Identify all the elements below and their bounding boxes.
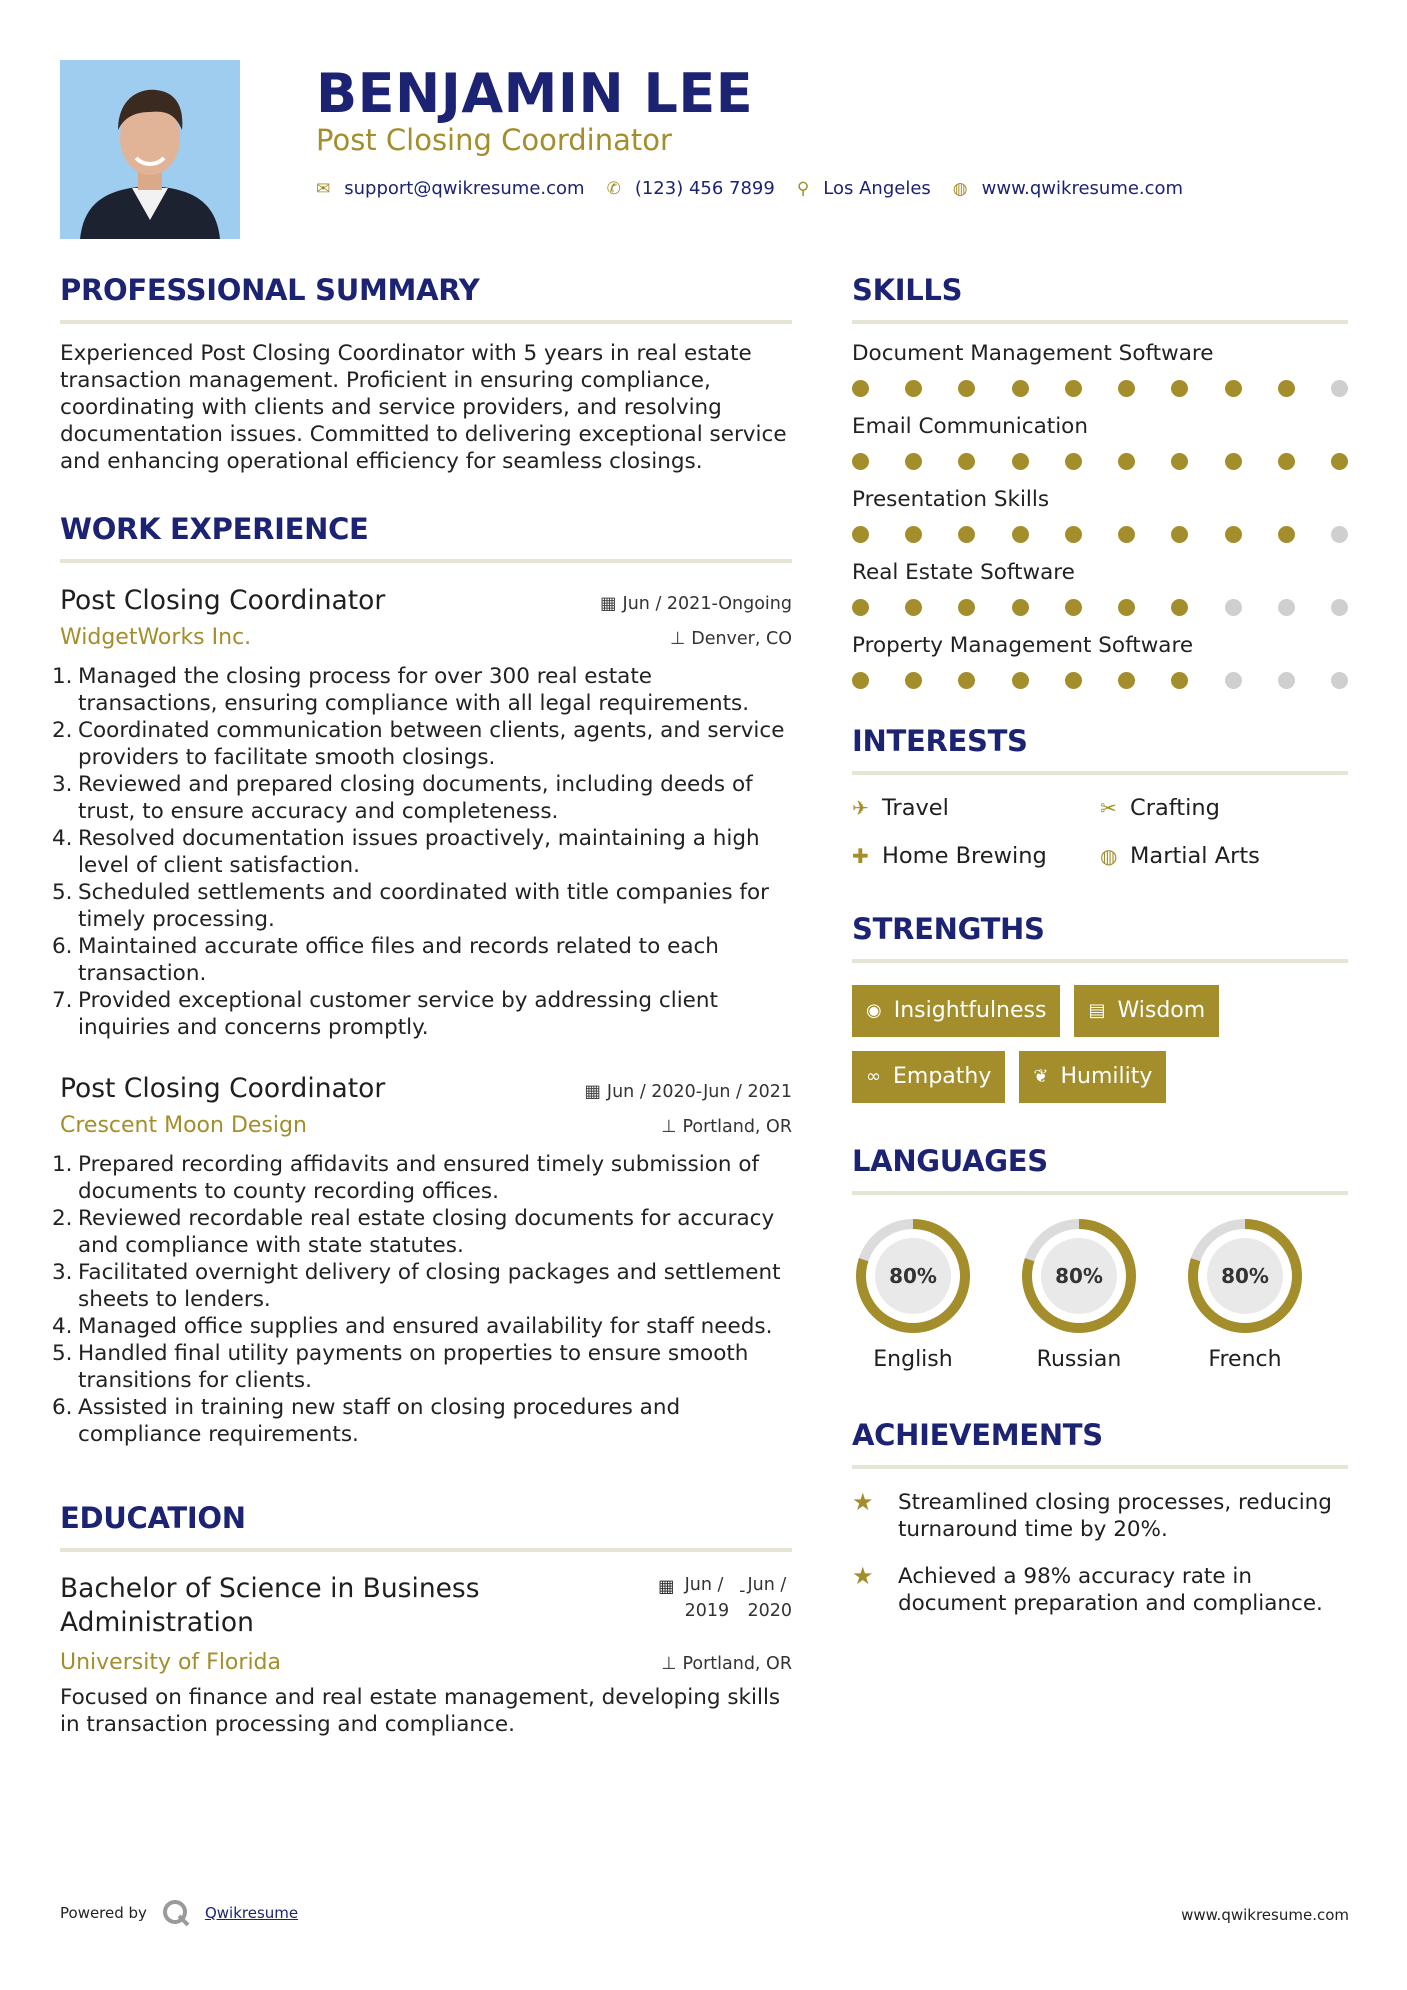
rating-dot [1065, 380, 1082, 397]
education-dates: ▦ Jun / 2019 - Jun / 2020 [658, 1575, 792, 1621]
candidate-name: BENJAMIN LEE [316, 62, 754, 125]
eye-icon: ◉ [866, 1000, 882, 1021]
left-column [52, 270, 792, 1738]
right-column [852, 270, 1348, 1617]
interest-item: ✂ Crafting [1100, 795, 1220, 821]
job-location: Portland, OR [682, 1117, 792, 1137]
star-icon: ★ [852, 1562, 874, 1590]
rating-dot [1118, 526, 1135, 543]
rating-dot [905, 453, 922, 470]
language-ring [1018, 1215, 1140, 1337]
summary-text: Experienced Post Closing Coordinator with 5 years in real estate transaction management. Proficient in ensuring compliance, coordinating with clients and service providers, and resolving documentation issues. Committed to delivering exceptional service and enhancing operational efficiency for seamless closings. [60, 341, 787, 474]
rating-dot [1331, 672, 1348, 689]
rating-dot [1118, 380, 1135, 397]
list-item: 1. Managed the closing process for over 300 real estate transactions, ensuring compliance with all legal requirements. [52, 664, 750, 716]
skill-label: Property Management Software [852, 633, 1194, 658]
strength-badge: ◉ Insightfulness [852, 985, 1060, 1037]
skill-item [852, 486, 1348, 543]
strength-badge: ❦ Humility [1019, 1051, 1166, 1103]
education-description: Focused on finance and real estate management, developing skills in transaction processing and compliance. [60, 1685, 781, 1737]
rating-dot [1012, 380, 1029, 397]
contact-bar [316, 178, 1205, 199]
rating-dot [852, 672, 869, 689]
list-item: 2. Coordinated communication between clients, agents, and service providers to facilitate smooth closings. [52, 718, 785, 770]
list-item: 3. Facilitated overnight delivery of closing packages and settlement sheets to lenders. [52, 1260, 781, 1312]
job-title: Post Closing Coordinator [60, 585, 386, 616]
degree-title: Bachelor of Science in Business Administration [60, 1573, 480, 1638]
rating-dot [852, 453, 869, 470]
language-ring [852, 1215, 974, 1337]
company-name: WidgetWorks Inc. [60, 625, 252, 650]
phone-icon: ✆ [606, 178, 621, 199]
rating-dot [1065, 453, 1082, 470]
rating-dot [852, 599, 869, 616]
experience-heading: WORK EXPERIENCE [60, 509, 792, 563]
job-dates: Jun / 2021-Ongoing [622, 594, 792, 614]
language-ring [1184, 1215, 1306, 1337]
interest-item: ✈ Travel [852, 795, 949, 821]
rating-dot [1012, 672, 1029, 689]
rating-dot [1065, 599, 1082, 616]
language-name: English [873, 1347, 953, 1372]
skill-label: Document Management Software [852, 341, 1214, 366]
rating-dot [1278, 380, 1295, 397]
rating-dot [1278, 453, 1295, 470]
footer-branding [60, 1898, 298, 1928]
envelope-icon: ✉ [316, 178, 331, 199]
summary-heading: PROFESSIONAL SUMMARY [60, 270, 792, 324]
footer-site[interactable]: www.qwikresume.com [1181, 1906, 1349, 1924]
list-item: 6. Maintained accurate office files and records related to each transaction. [52, 934, 719, 986]
list-item: 3. Reviewed and prepared closing documents, including deeds of trust, to ensure accuracy and completeness. [52, 772, 753, 824]
rating-dot [1331, 599, 1348, 616]
map-pin-icon: ⚲ [796, 178, 810, 199]
rating-dot [1225, 672, 1242, 689]
rating-dot [1331, 380, 1348, 397]
skill-rating [852, 380, 1348, 397]
globe-icon: ◍ [1100, 844, 1118, 868]
rating-dot [1118, 599, 1135, 616]
email-link[interactable]: support@qwikresume.com [344, 178, 585, 199]
language-name: French [1208, 1347, 1282, 1372]
job-location: Denver, CO [691, 629, 792, 649]
list-item: 4. Resolved documentation issues proactively, maintaining a high level of client satisfaction. [52, 826, 760, 878]
interests-grid [852, 793, 1348, 871]
list-item: 2. Reviewed recordable real estate closing documents for accuracy and compliance with state statutes. [52, 1206, 775, 1258]
job-entry [52, 583, 792, 1041]
calendar-icon: ▦ [600, 594, 617, 614]
list-item: 7. Provided exceptional customer service by addressing client inquiries and concerns promptly. [52, 988, 718, 1040]
strength-badge: ∞ Empathy [852, 1051, 1005, 1103]
job-bullets [52, 663, 792, 1041]
skill-rating [852, 599, 1348, 616]
plane-icon: ✈ [852, 796, 869, 820]
handshake-icon: ∞ [866, 1066, 881, 1087]
skill-item [852, 559, 1348, 616]
star-icon: ★ [852, 1488, 874, 1516]
language-item [852, 1215, 974, 1375]
pin-icon: ⊥ [661, 1117, 677, 1137]
education-entry [60, 1572, 792, 1640]
job-entry [52, 1071, 792, 1448]
language-item [1018, 1215, 1140, 1375]
school-location: Portland, OR [682, 1654, 792, 1674]
interest-item: ✚ Home Brewing [852, 843, 1047, 869]
leaf-icon: ❦ [1033, 1066, 1049, 1087]
rating-dot [958, 599, 975, 616]
candidate-title: Post Closing Coordinator [316, 123, 672, 157]
skill-rating [852, 672, 1348, 689]
skill-item [852, 413, 1348, 470]
rating-dot [958, 380, 975, 397]
puzzle-icon: ✚ [852, 844, 869, 868]
globe-icon: ◍ [952, 178, 968, 199]
rating-dot [905, 599, 922, 616]
profile-photo [60, 60, 240, 239]
rating-dot [1331, 453, 1348, 470]
rating-dot [1065, 672, 1082, 689]
rating-dot [958, 672, 975, 689]
language-percent: 80% [1055, 1264, 1103, 1288]
rating-dot [1171, 380, 1188, 397]
rating-dot [1225, 526, 1242, 543]
powered-by-text: Powered by [60, 1904, 147, 1922]
phone-text: (123) 456 7899 [634, 178, 775, 199]
list-item: 5. Handled final utility payments on properties to ensure smooth transitions for clients. [52, 1341, 749, 1393]
skill-item [852, 632, 1348, 689]
rating-dot [905, 380, 922, 397]
rating-dot [1331, 526, 1348, 543]
language-name: Russian [1036, 1347, 1122, 1372]
rating-dot [1171, 599, 1188, 616]
language-percent: 80% [889, 1264, 937, 1288]
rating-dot [1171, 453, 1188, 470]
language-item [1184, 1215, 1306, 1375]
rating-dot [852, 526, 869, 543]
rating-dot [1118, 672, 1135, 689]
job-dates: Jun / 2020-Jun / 2021 [606, 1082, 792, 1102]
rating-dot [1012, 599, 1029, 616]
skills-heading: SKILLS [852, 270, 1348, 324]
pin-icon: ⊥ [661, 1654, 677, 1674]
person-portrait-icon [60, 60, 240, 239]
skill-item [852, 340, 1348, 397]
list-item: 4. Managed office supplies and ensured availability for staff needs. [52, 1314, 773, 1339]
education-heading: EDUCATION [60, 1498, 792, 1552]
rating-dot [905, 672, 922, 689]
qwikresume-logo-icon [161, 1898, 191, 1928]
pin-icon: ⊥ [669, 629, 686, 649]
rating-dot [1225, 380, 1242, 397]
skill-label: Real Estate Software [852, 560, 1075, 585]
school-name: University of Florida [60, 1650, 281, 1675]
rating-dot [1171, 526, 1188, 543]
rating-dot [905, 526, 922, 543]
rating-dot [1278, 526, 1295, 543]
rating-dot [958, 526, 975, 543]
achievement-item: ★ Achieved a 98% accuracy rate in document preparation and compliance. [852, 1562, 1323, 1616]
company-name: Crescent Moon Design [60, 1113, 307, 1138]
job-bullets [52, 1151, 792, 1448]
rating-dot [1118, 453, 1135, 470]
strength-badge: ▤ Wisdom [1074, 985, 1219, 1037]
rating-dot [852, 380, 869, 397]
skill-rating [852, 453, 1348, 470]
strengths-list [852, 985, 1348, 1103]
interests-heading: INTERESTS [852, 721, 1348, 775]
book-icon: ▤ [1088, 1000, 1106, 1021]
achievements-heading: ACHIEVEMENTS [852, 1415, 1348, 1469]
language-percent: 80% [1221, 1264, 1269, 1288]
scissors-icon: ✂ [1100, 796, 1117, 820]
strengths-heading: STRENGTHS [852, 909, 1348, 963]
rating-dot [1065, 526, 1082, 543]
skill-rating [852, 526, 1348, 543]
skill-label: Presentation Skills [852, 487, 1050, 512]
list-item: 6. Assisted in training new staff on closing procedures and compliance requirements. [52, 1395, 681, 1447]
interest-item: ◍ Martial Arts [1100, 843, 1260, 869]
qwikresume-link[interactable]: Qwikresume [204, 1904, 299, 1922]
list-item: 5. Scheduled settlements and coordinated with title companies for timely processing. [52, 880, 769, 932]
calendar-icon: ▦ [658, 1577, 675, 1597]
rating-dot [1278, 599, 1295, 616]
rating-dot [1225, 599, 1242, 616]
rating-dot [958, 453, 975, 470]
website-link[interactable]: www.qwikresume.com [981, 178, 1184, 199]
rating-dot [1225, 453, 1242, 470]
location-text: Los Angeles [823, 178, 931, 199]
achievement-item: ★ Streamlined closing processes, reducing turnaround time by 20%. [852, 1488, 1332, 1542]
rating-dot [1012, 453, 1029, 470]
rating-dot [1171, 672, 1188, 689]
skills-list [852, 340, 1348, 689]
languages-list [852, 1215, 1348, 1375]
job-title: Post Closing Coordinator [60, 1073, 386, 1104]
rating-dot [1012, 526, 1029, 543]
languages-heading: LANGUAGES [852, 1141, 1348, 1195]
rating-dot [1278, 672, 1295, 689]
skill-label: Email Communication [852, 414, 1088, 439]
list-item: 1. Prepared recording affidavits and ensured timely submission of documents to county recording offices. [52, 1152, 760, 1204]
calendar-icon: ▦ [584, 1082, 601, 1102]
